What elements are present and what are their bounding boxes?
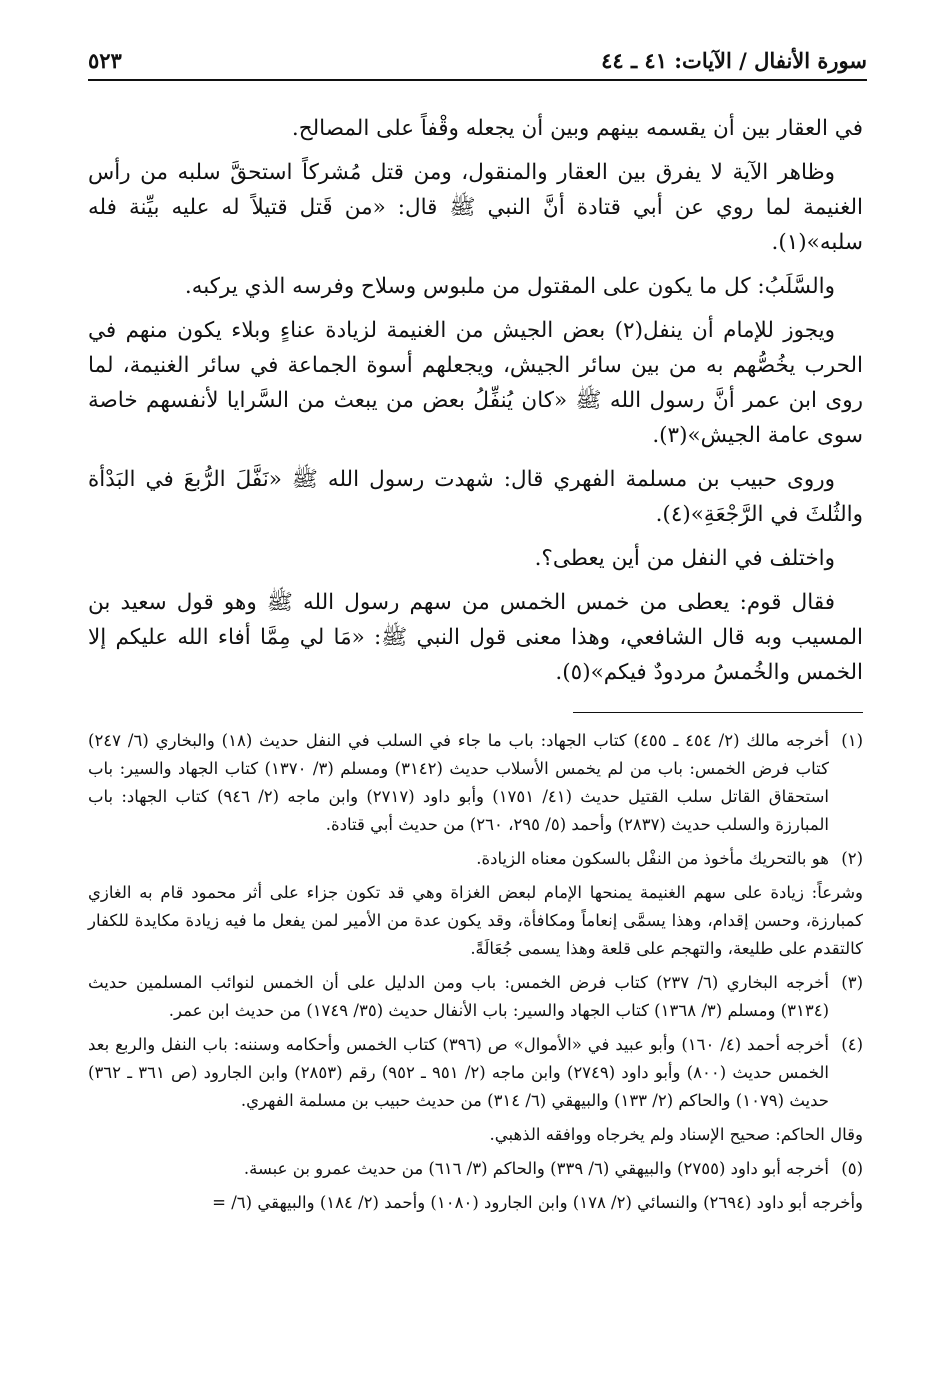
main-text	[88, 111, 863, 690]
footnote	[88, 727, 863, 839]
footnote	[88, 1155, 863, 1183]
footnote	[88, 1031, 863, 1115]
footnote-separator	[573, 712, 863, 713]
footnote-continuation: وشرعاً: زيادة على سهم الغنيمة يمنحها الإمام لبعض الغزاة وهي قد تكون جزاء على أثر محمود قام به الغازي كمبارزة، وحسن إقدام، وهذا يسمَّى إنعاماً ومكافأة، وقد يكون عدة من الأمير لمن يفعل ما فيه زيادة مكايدة للكفار كالتقدم على طليعة، والتهجم على قلعة وهذا يسمى جُعَالَةً.	[88, 883, 863, 958]
paragraph: ويجوز للإمام أن ينفل(٢) بعض الجيش من الغنيمة لزيادة عناءٍ وبلاء يكون منهم في الحرب يخُصُّهم به من بين سائر الجيش، ويجعلهم أسوة الجماعة في سائر الغنيمة، لما روى ابن عمر أنَّ رسول الله ﷺ «كان يُنفِّلُ بعض من يبعث من السَّرايا لأنفسهم خاصة سوى عامة الجيش»(٣).	[88, 318, 863, 448]
footnote-number: (٣)	[841, 973, 863, 992]
footnote-text: أخرجه أحمد (٤/ ١٦٠) وأبو عبيد في «الأموال» ص (٣٩٦) كتاب الخمس وأحكامه وسننه: باب النفل والربع بعد الخمس حديث (٨٠٠) وأبو داود (٢٧٤٩) وابن ماجه (٢/ ٩٥١ ـ ٩٥٢) رقم (٢٨٥٣) وابن الجارود (ص ٣٦١ ـ ٣٦٢) حديث (١٠٧٩) والحاكم (٢/ ١٣٣) والبيهقي (٦/ ٣١٤) من حديث حبيب بن مسلمة الفهري.	[88, 1035, 830, 1110]
footnote-number: (١)	[841, 731, 863, 750]
paragraph: فقال قوم: يعطى من خمس الخمس من سهم رسول الله ﷺ وهو قول سعيد بن المسيب وبه قال الشافعي، وهذا معنى قول النبي ﷺ: «مَا لي مِمَّا أفاء الله عليكم إلا الخمس والخُمسُ مردودٌ فيكم»(٥).	[88, 590, 863, 685]
paragraph: وظاهر الآية لا يفرق بين العقار والمنقول، ومن قتل مُشركاً استحقَّ سلبه من رأس الغنيمة لما روي عن أبي قتادة أنَّ النبي ﷺ قال: «من قَتل قتيلاً له عليه بيِّنة فله سلبه»(١).	[88, 160, 863, 255]
footnote	[88, 845, 863, 873]
footnote-text: أخرجه مالك (٢/ ٤٥٤ ـ ٤٥٥) كتاب الجهاد: باب ما جاء في السلب في النفل حديث (١٨) والبخاري (٦/ ٢٤٧) كتاب فرض الخمس: باب من لم يخمس الأسلاب حديث (٣١٤٢) ومسلم (٣/ ١٣٧٠) كتاب الجهاد والسير: باب استحقاق القاتل سلب القتيل حديث (٤١/ ١٧٥١) وأبو داود (٢٧١٧) وابن ماجه (٢/ ٩٤٦) كتاب الجهاد: باب المبارزة والسلب حديث (٢٨٣٧) وأحمد (٥/ ٢٩٥، ٢٦٠) من حديث أبي قتادة.	[88, 731, 830, 834]
paragraph: وروى حبيب بن مسلمة الفهري قال: شهدت رسول الله ﷺ «نَفَّلَ الرُّبعَ في البَدْأة والثُلثَ في الرَّجْعَةِ»(٤).	[88, 467, 863, 527]
footnote-text: أخرجه البخاري (٦/ ٢٣٧) كتاب فرض الخمس: باب ومن الدليل على أن الخمس لنوائب المسلمين حديث (٣١٣٤) ومسلم (٣/ ١٣٦٨) كتاب الجهاد والسير: باب الأنفال حديث (٣٥/ ١٧٤٩) من حديث ابن عمر.	[88, 973, 829, 1020]
footnotes	[88, 727, 863, 1217]
page-number: ٥٢٣	[88, 48, 122, 73]
footnote-text: أخرجه أبو داود (٢٧٥٥) والبيهقي (٦/ ٣٣٩) والحاكم (٣/ ٦١٦) من حديث عمرو بن عبسة.	[243, 1159, 829, 1178]
paragraph: والسَّلَبُ: كل ما يكون على المقتول من ملبوس وسلاح وفرسه الذي يركبه.	[184, 274, 835, 299]
footnote-number: (٥)	[841, 1159, 863, 1178]
paragraph: في العقار بين أن يقسمه بينهم وبين أن يجعله وقْفاً على المصالح.	[291, 116, 863, 141]
running-title: سورة الأنفال / الآيات: ٤١ ـ ٤٤	[601, 48, 867, 73]
footnote-text: هو بالتحريك مأخوذ من النفْل بالسكون معناه الزيادة.	[476, 849, 829, 868]
paragraph: واختلف في النفل من أين يعطى؟.	[534, 546, 835, 571]
footnote-number: (٤)	[841, 1035, 863, 1054]
footnote-continuation: وقال الحاكم: صحيح الإسناد ولم يخرجاه ووافقه الذهبي.	[489, 1125, 863, 1144]
footnote-continuation: وأخرجه أبو داود (٢٦٩٤) والنسائي (٢/ ١٧٨) وابن الجارود (١٠٨٠) وأحمد (٢/ ١٨٤) والبيهقي (٦/ =	[212, 1193, 863, 1212]
footnote-number: (٢)	[841, 849, 863, 868]
page-header	[88, 48, 867, 81]
footnote	[88, 969, 863, 1025]
